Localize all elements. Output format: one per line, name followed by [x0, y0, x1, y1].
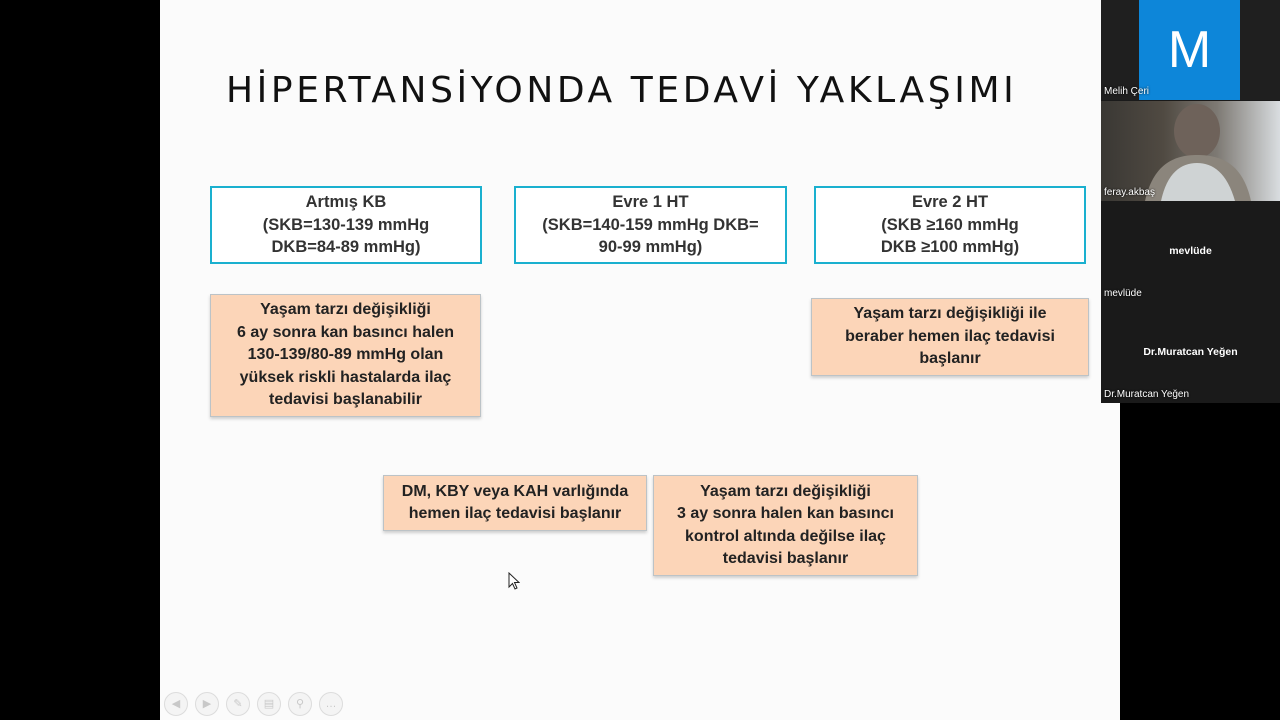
participant-video-tile[interactable]: [1101, 101, 1280, 201]
avatar: M: [1139, 0, 1240, 100]
arrow-left-icon[interactable]: ◀: [164, 692, 188, 716]
participant-center-label: Dr.Muratcan Yeğen: [1143, 346, 1238, 358]
participants-panel: [1101, 0, 1280, 403]
note-elevated-bp-text: Yaşam tarzı değişikliği 6 ay sonra kan basıncı halen 130-139/80-89 mmHg olan yüksek riskli hastalarda ilaç tedavisi başlanabilir: [237, 301, 454, 409]
arrow-right-icon[interactable]: ▶: [195, 692, 219, 716]
participant-name: Dr.Muratcan Yeğen: [1104, 389, 1190, 400]
slide-navigation: [164, 692, 343, 716]
person-video-icon: [1101, 101, 1280, 201]
zoom-icon[interactable]: ⚲: [288, 692, 312, 716]
participant-center-label: mevlüde: [1169, 245, 1212, 257]
box-elevated-bp-text: Artmış KB (SKB=130-139 mmHg DKB=84-89 mmHg): [262, 193, 430, 257]
box-stage1-ht-text: Evre 1 HT (SKB=140-159 mmHg DKB= 90-99 mmHg): [542, 193, 759, 257]
presentation-slide: [160, 0, 1120, 720]
pen-icon[interactable]: ✎: [226, 692, 250, 716]
note-elevated-bp: [210, 294, 481, 417]
slide-title: HİPERTANSİYONDA TEDAVİ YAKLAŞIMI: [226, 70, 1018, 111]
participant-tile[interactable]: [1101, 303, 1280, 403]
participant-tile[interactable]: [1101, 202, 1280, 302]
note-stage2-ht: [811, 298, 1089, 376]
participant-name: Melih Çeri: [1104, 86, 1150, 97]
note-stage1-lifestyle-text: Yaşam tarzı değişikliği 3 ay sonra halen kan basıncı kontrol altında değilse ilaç tedavisi başlanır: [677, 482, 894, 567]
participant-tile[interactable]: [1101, 0, 1280, 100]
note-stage1-lifestyle: [653, 475, 918, 576]
participant-name: mevlüde: [1104, 288, 1142, 299]
mouse-cursor-icon: [508, 572, 520, 590]
participant-name: feray.akbaş: [1104, 187, 1155, 198]
note-stage2-ht-text: Yaşam tarzı değişikliği ile beraber hemen ilaç tedavisi başlanır: [845, 305, 1055, 368]
box-elevated-bp: [210, 186, 482, 264]
slides-icon[interactable]: ▤: [257, 692, 281, 716]
box-stage2-ht: [814, 186, 1086, 264]
box-stage1-ht: [514, 186, 787, 264]
note-stage1-comorbidity-text: DM, KBY veya KAH varlığında hemen ilaç tedavisi başlanır: [401, 482, 629, 522]
more-icon[interactable]: …: [319, 692, 343, 716]
note-stage1-comorbidity: [383, 475, 647, 531]
box-stage2-ht-text: Evre 2 HT (SKB ≥160 mmHg DKB ≥100 mmHg): [880, 193, 1020, 257]
